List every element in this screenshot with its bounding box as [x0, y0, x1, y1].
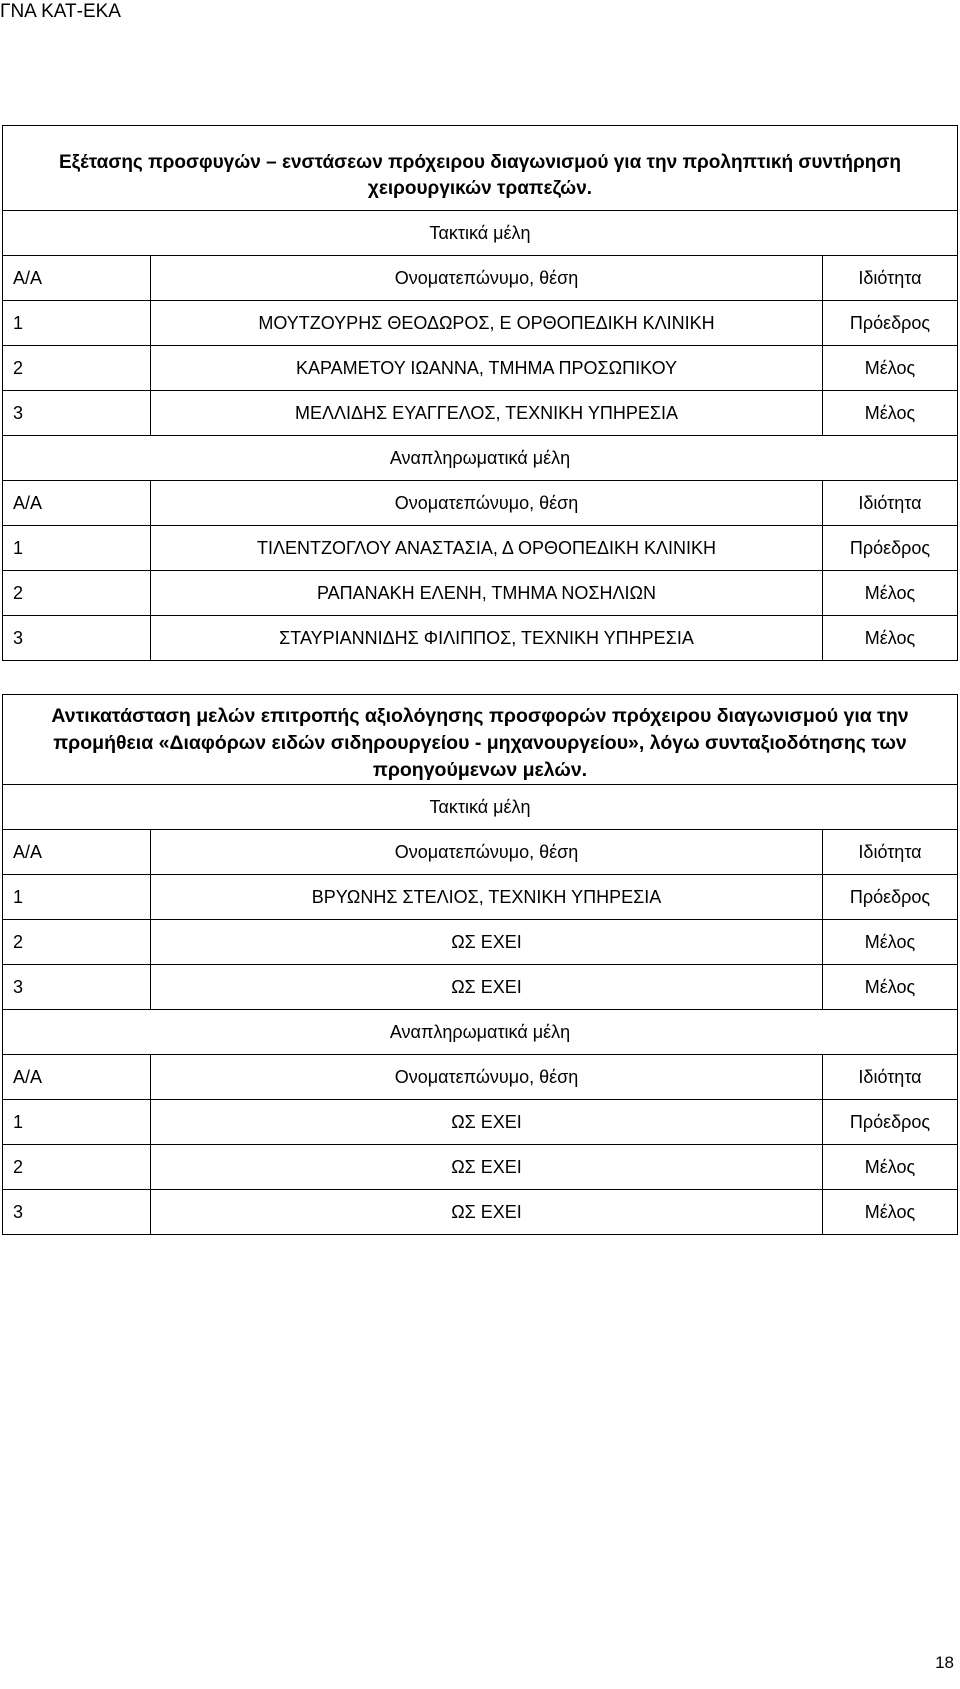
column-header: Ονοματεπώνυμο, θέση	[151, 1055, 823, 1100]
document-header: ΓΝΑ ΚΑΤ-ΕΚΑ	[0, 1, 121, 22]
member-name: ΩΣ ΕΧΕΙ	[151, 1190, 823, 1235]
table-row	[3, 1190, 958, 1235]
table-row	[3, 875, 958, 920]
row-number: 3	[3, 391, 151, 436]
column-header: Α/Α	[3, 256, 151, 301]
member-name: ΩΣ ΕΧΕΙ	[151, 920, 823, 965]
member-role: Μέλος	[823, 346, 958, 391]
column-header: Ιδιότητα	[823, 481, 958, 526]
section-label: Αναπληρωματικά μέλη	[3, 436, 958, 481]
member-role: Μέλος	[823, 965, 958, 1010]
member-role: Μέλος	[823, 616, 958, 661]
committee-table-1	[2, 125, 958, 661]
member-role: Μέλος	[823, 391, 958, 436]
row-number: 3	[3, 965, 151, 1010]
table-title: Εξέτασης προσφυγών – ενστάσεων πρόχειρου διαγωνισμού για την προληπτική συντήρηση χειρουργικών τραπεζών.	[3, 126, 958, 211]
member-name: ΩΣ ΕΧΕΙ	[151, 965, 823, 1010]
page-number: 18	[935, 1653, 954, 1672]
row-number: 1	[3, 301, 151, 346]
row-number: 2	[3, 920, 151, 965]
table-header-row	[3, 1055, 958, 1100]
member-role: Μέλος	[823, 1145, 958, 1190]
row-number: 2	[3, 1145, 151, 1190]
member-name: ΩΣ ΕΧΕΙ	[151, 1100, 823, 1145]
member-name: ΜΕΛΛΙΔΗΣ ΕΥΑΓΓΕΛΟΣ, ΤΕΧΝΙΚΗ ΥΠΗΡΕΣΙΑ	[151, 391, 823, 436]
row-number: 1	[3, 1100, 151, 1145]
column-header: Ιδιότητα	[823, 1055, 958, 1100]
member-name: ΚΑΡΑΜΕΤΟΥ ΙΩΑΝΝΑ, ΤΜΗΜΑ ΠΡΟΣΩΠΙΚΟΥ	[151, 346, 823, 391]
section-label: Τακτικά μέλη	[3, 785, 958, 830]
member-role: Μέλος	[823, 1190, 958, 1235]
table-row	[3, 1100, 958, 1145]
table-header-row	[3, 830, 958, 875]
row-number: 1	[3, 526, 151, 571]
member-name: ΡΑΠΑΝΑΚΗ ΕΛΕΝΗ, ΤΜΗΜΑ ΝΟΣΗΛΙΩΝ	[151, 571, 823, 616]
committee-table-2	[2, 694, 958, 1235]
column-header: Ονοματεπώνυμο, θέση	[151, 481, 823, 526]
member-role: Μέλος	[823, 571, 958, 616]
member-name: ΒΡΥΩΝΗΣ ΣΤΕΛΙΟΣ, ΤΕΧΝΙΚΗ ΥΠΗΡΕΣΙΑ	[151, 875, 823, 920]
table-row	[3, 1145, 958, 1190]
column-header: Ονοματεπώνυμο, θέση	[151, 830, 823, 875]
table-title: Αντικατάσταση μελών επιτροπής αξιολόγησης προσφορών πρόχειρου διαγωνισμού για την προμήθεια «Διαφόρων ειδών σιδηρουργείου - μηχανουργείου», λόγω συνταξιοδότησης των προηγούμενων μελών.	[3, 695, 958, 785]
section-label: Αναπληρωματικά μέλη	[3, 1010, 958, 1055]
table-row	[3, 965, 958, 1010]
member-name: ΤΙΛΕΝΤΖΟΓΛΟΥ ΑΝΑΣΤΑΣΙΑ, Δ ΟΡΘΟΠΕΔΙΚΗ ΚΛΙΝΙΚΗ	[151, 526, 823, 571]
table-row	[3, 920, 958, 965]
row-number: 2	[3, 346, 151, 391]
row-number: 3	[3, 1190, 151, 1235]
column-header: Α/Α	[3, 1055, 151, 1100]
table-row	[3, 346, 958, 391]
member-name: ΣΤΑΥΡΙΑΝΝΙΔΗΣ ΦΙΛΙΠΠΟΣ, ΤΕΧΝΙΚΗ ΥΠΗΡΕΣΙΑ	[151, 616, 823, 661]
column-header: Ιδιότητα	[823, 830, 958, 875]
table-row	[3, 301, 958, 346]
member-role: Μέλος	[823, 920, 958, 965]
table-header-row	[3, 256, 958, 301]
member-name: ΩΣ ΕΧΕΙ	[151, 1145, 823, 1190]
member-role: Πρόεδρος	[823, 301, 958, 346]
column-header: Ιδιότητα	[823, 256, 958, 301]
section-label: Τακτικά μέλη	[3, 211, 958, 256]
row-number: 1	[3, 875, 151, 920]
table-header-row	[3, 481, 958, 526]
table-row	[3, 526, 958, 571]
member-name: ΜΟΥΤΖΟΥΡΗΣ ΘΕΟΔΩΡΟΣ, Ε ΟΡΘΟΠΕΔΙΚΗ ΚΛΙΝΙΚΗ	[151, 301, 823, 346]
table-row	[3, 616, 958, 661]
member-role: Πρόεδρος	[823, 526, 958, 571]
member-role: Πρόεδρος	[823, 875, 958, 920]
table-row	[3, 391, 958, 436]
column-header: Α/Α	[3, 830, 151, 875]
row-number: 2	[3, 571, 151, 616]
member-role: Πρόεδρος	[823, 1100, 958, 1145]
row-number: 3	[3, 616, 151, 661]
table-row	[3, 571, 958, 616]
column-header: Ονοματεπώνυμο, θέση	[151, 256, 823, 301]
column-header: Α/Α	[3, 481, 151, 526]
